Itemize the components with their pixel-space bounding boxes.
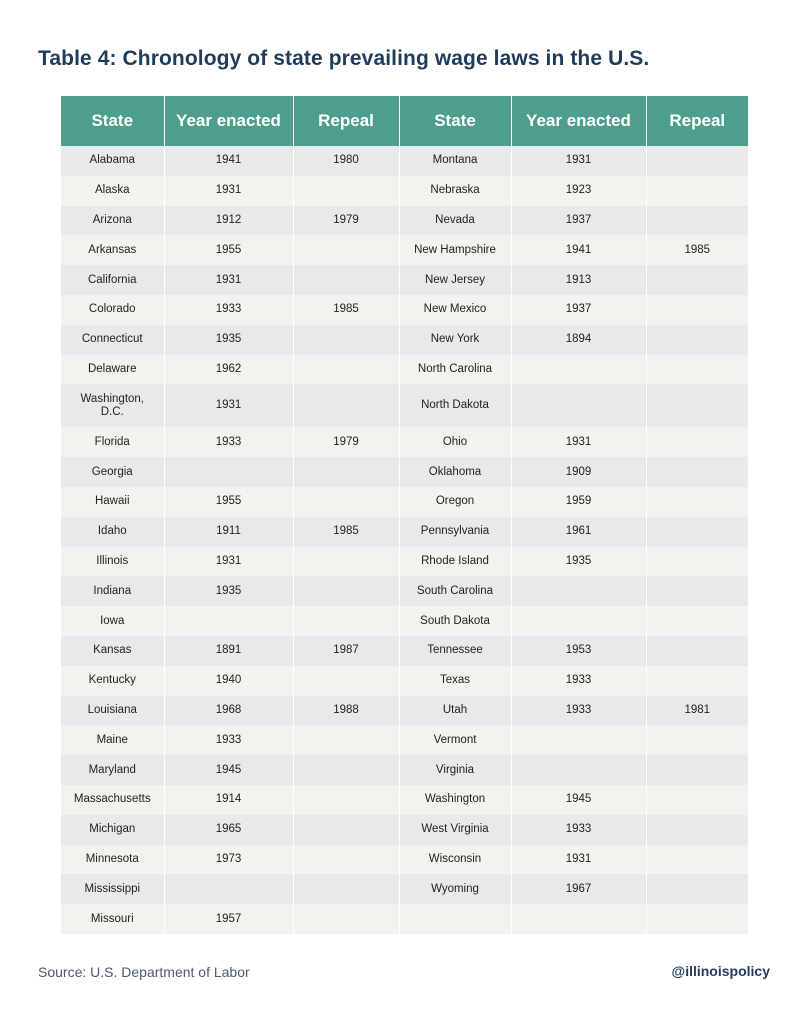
state-cell: Maryland <box>61 755 164 785</box>
state-cell: Iowa <box>61 606 164 636</box>
wage-law-table <box>61 96 748 934</box>
state-cell: Delaware <box>61 355 164 385</box>
table-row <box>61 815 748 845</box>
year-enacted-cell: 1940 <box>164 666 293 696</box>
year-enacted-cell: 1961 <box>511 517 646 547</box>
year-enacted-cell: 1955 <box>164 235 293 265</box>
year-enacted-cell: 1931 <box>164 547 293 577</box>
repeal-cell <box>646 845 748 875</box>
year-enacted-cell: 1933 <box>164 725 293 755</box>
state-cell: Alaska <box>61 176 164 206</box>
repeal-cell <box>646 547 748 577</box>
state-cell: Michigan <box>61 815 164 845</box>
year-enacted-cell <box>511 576 646 606</box>
state-cell: Missouri <box>61 904 164 934</box>
state-cell: Connecticut <box>61 325 164 355</box>
state-cell: Virginia <box>399 755 511 785</box>
table-row <box>61 355 748 385</box>
repeal-cell <box>646 517 748 547</box>
repeal-cell: 1979 <box>293 206 399 236</box>
state-cell: Texas <box>399 666 511 696</box>
repeal-cell <box>646 427 748 457</box>
year-enacted-cell: 1914 <box>164 785 293 815</box>
state-cell: New Hampshire <box>399 235 511 265</box>
year-enacted-cell: 1941 <box>511 235 646 265</box>
repeal-cell <box>293 845 399 875</box>
year-enacted-cell <box>511 355 646 385</box>
state-cell: Florida <box>61 427 164 457</box>
table-body <box>61 146 748 934</box>
table-row <box>61 845 748 875</box>
table-row <box>61 696 748 726</box>
repeal-cell <box>293 325 399 355</box>
repeal-cell <box>293 176 399 206</box>
table-row <box>61 874 748 904</box>
year-enacted-cell: 1935 <box>164 325 293 355</box>
repeal-cell <box>646 666 748 696</box>
year-enacted-cell: 1937 <box>511 295 646 325</box>
table-row <box>61 636 748 666</box>
table-row <box>61 206 748 236</box>
repeal-cell <box>293 725 399 755</box>
state-cell: Alabama <box>61 146 164 176</box>
repeal-cell <box>293 755 399 785</box>
repeal-cell <box>646 146 748 176</box>
year-enacted-cell: 1931 <box>511 845 646 875</box>
repeal-cell: 1987 <box>293 636 399 666</box>
state-cell: Arizona <box>61 206 164 236</box>
repeal-cell <box>293 265 399 295</box>
year-enacted-cell <box>164 457 293 487</box>
table-row <box>61 295 748 325</box>
repeal-cell <box>646 487 748 517</box>
year-enacted-cell: 1965 <box>164 815 293 845</box>
state-cell: Washington <box>399 785 511 815</box>
state-cell: Idaho <box>61 517 164 547</box>
state-cell: Rhode Island <box>399 547 511 577</box>
year-enacted-cell: 1933 <box>511 815 646 845</box>
table-row <box>61 904 748 934</box>
column-header-repeal: Repeal <box>293 96 399 146</box>
year-enacted-cell: 1967 <box>511 874 646 904</box>
repeal-cell <box>646 815 748 845</box>
year-enacted-cell: 1962 <box>164 355 293 385</box>
repeal-cell <box>646 325 748 355</box>
repeal-cell <box>646 725 748 755</box>
table-row <box>61 785 748 815</box>
state-cell: Wisconsin <box>399 845 511 875</box>
state-cell: Louisiana <box>61 696 164 726</box>
repeal-cell <box>646 457 748 487</box>
repeal-cell <box>646 755 748 785</box>
repeal-cell <box>293 487 399 517</box>
state-cell: Montana <box>399 146 511 176</box>
state-cell: Indiana <box>61 576 164 606</box>
state-cell: Hawaii <box>61 487 164 517</box>
state-cell: Arkansas <box>61 235 164 265</box>
repeal-cell <box>646 785 748 815</box>
repeal-cell <box>293 457 399 487</box>
state-cell: New Jersey <box>399 265 511 295</box>
year-enacted-cell: 1968 <box>164 696 293 726</box>
year-enacted-cell: 1931 <box>511 146 646 176</box>
repeal-cell: 1985 <box>646 235 748 265</box>
year-enacted-cell: 1945 <box>164 755 293 785</box>
repeal-cell <box>293 384 399 427</box>
table-header-row <box>61 96 748 146</box>
repeal-cell <box>646 384 748 427</box>
state-cell: Illinois <box>61 547 164 577</box>
table-row <box>61 176 748 206</box>
repeal-cell <box>646 636 748 666</box>
state-cell: Pennsylvania <box>399 517 511 547</box>
state-cell: West Virginia <box>399 815 511 845</box>
year-enacted-cell: 1909 <box>511 457 646 487</box>
table-row <box>61 547 748 577</box>
repeal-cell <box>293 235 399 265</box>
year-enacted-cell: 1933 <box>164 427 293 457</box>
year-enacted-cell: 1931 <box>164 384 293 427</box>
repeal-cell <box>646 295 748 325</box>
repeal-cell <box>646 606 748 636</box>
table-row <box>61 427 748 457</box>
year-enacted-cell: 1959 <box>511 487 646 517</box>
repeal-cell <box>293 666 399 696</box>
column-header-repeal: Repeal <box>646 96 748 146</box>
year-enacted-cell: 1941 <box>164 146 293 176</box>
repeal-cell <box>293 355 399 385</box>
year-enacted-cell <box>511 755 646 785</box>
repeal-cell <box>293 904 399 934</box>
table-row <box>61 457 748 487</box>
year-enacted-cell: 1933 <box>164 295 293 325</box>
table-row <box>61 576 748 606</box>
repeal-cell: 1988 <box>293 696 399 726</box>
state-cell: Oregon <box>399 487 511 517</box>
year-enacted-cell: 1931 <box>511 427 646 457</box>
state-cell: Kansas <box>61 636 164 666</box>
column-header-state: State <box>61 96 164 146</box>
repeal-cell <box>646 874 748 904</box>
state-cell: Kentucky <box>61 666 164 696</box>
year-enacted-cell <box>164 874 293 904</box>
repeal-cell <box>293 874 399 904</box>
repeal-cell: 1985 <box>293 517 399 547</box>
year-enacted-cell: 1913 <box>511 265 646 295</box>
repeal-cell: 1980 <box>293 146 399 176</box>
year-enacted-cell: 1931 <box>164 265 293 295</box>
column-header-year-enacted: Year enacted <box>511 96 646 146</box>
year-enacted-cell: 1923 <box>511 176 646 206</box>
table-row <box>61 517 748 547</box>
state-cell: New Mexico <box>399 295 511 325</box>
state-cell: Oklahoma <box>399 457 511 487</box>
state-cell: Nebraska <box>399 176 511 206</box>
year-enacted-cell <box>511 606 646 636</box>
state-cell: Maine <box>61 725 164 755</box>
state-cell: Ohio <box>399 427 511 457</box>
year-enacted-cell: 1953 <box>511 636 646 666</box>
state-cell: Nevada <box>399 206 511 236</box>
repeal-cell <box>293 815 399 845</box>
year-enacted-cell: 1945 <box>511 785 646 815</box>
year-enacted-cell <box>511 725 646 755</box>
state-cell: North Dakota <box>399 384 511 427</box>
year-enacted-cell <box>164 606 293 636</box>
year-enacted-cell <box>511 904 646 934</box>
state-cell: South Carolina <box>399 576 511 606</box>
repeal-cell <box>646 265 748 295</box>
repeal-cell: 1985 <box>293 295 399 325</box>
table-row <box>61 606 748 636</box>
repeal-cell: 1979 <box>293 427 399 457</box>
state-cell: Washington, D.C. <box>61 384 164 427</box>
year-enacted-cell: 1894 <box>511 325 646 355</box>
table-row <box>61 725 748 755</box>
state-cell: Mississippi <box>61 874 164 904</box>
year-enacted-cell: 1955 <box>164 487 293 517</box>
year-enacted-cell: 1891 <box>164 636 293 666</box>
year-enacted-cell: 1973 <box>164 845 293 875</box>
repeal-cell <box>293 785 399 815</box>
year-enacted-cell: 1937 <box>511 206 646 236</box>
year-enacted-cell <box>511 384 646 427</box>
state-cell: Tennessee <box>399 636 511 666</box>
table-row <box>61 666 748 696</box>
repeal-cell <box>646 206 748 236</box>
table-row <box>61 235 748 265</box>
year-enacted-cell: 1935 <box>164 576 293 606</box>
table-row <box>61 265 748 295</box>
year-enacted-cell: 1957 <box>164 904 293 934</box>
repeal-cell <box>646 576 748 606</box>
state-cell <box>399 904 511 934</box>
repeal-cell <box>646 355 748 385</box>
state-cell: Georgia <box>61 457 164 487</box>
year-enacted-cell: 1933 <box>511 696 646 726</box>
state-cell: Minnesota <box>61 845 164 875</box>
table-row <box>61 146 748 176</box>
state-cell: California <box>61 265 164 295</box>
page-title: Table 4: Chronology of state prevailing wage laws in the U.S. <box>38 47 650 70</box>
column-header-year-enacted: Year enacted <box>164 96 293 146</box>
repeal-cell <box>646 176 748 206</box>
state-cell: Colorado <box>61 295 164 325</box>
table-row <box>61 384 748 427</box>
state-cell: Utah <box>399 696 511 726</box>
state-cell: Vermont <box>399 725 511 755</box>
state-cell: Massachusetts <box>61 785 164 815</box>
year-enacted-cell: 1911 <box>164 517 293 547</box>
column-header-state: State <box>399 96 511 146</box>
repeal-cell <box>293 547 399 577</box>
table-row <box>61 325 748 355</box>
repeal-cell <box>293 606 399 636</box>
state-cell: Wyoming <box>399 874 511 904</box>
state-cell: South Dakota <box>399 606 511 636</box>
year-enacted-cell: 1912 <box>164 206 293 236</box>
repeal-cell <box>293 576 399 606</box>
year-enacted-cell: 1931 <box>164 176 293 206</box>
year-enacted-cell: 1935 <box>511 547 646 577</box>
state-cell: New York <box>399 325 511 355</box>
table-row <box>61 487 748 517</box>
table-row <box>61 755 748 785</box>
repeal-cell: 1981 <box>646 696 748 726</box>
repeal-cell <box>646 904 748 934</box>
state-cell: North Carolina <box>399 355 511 385</box>
source-note: Source: U.S. Department of Labor <box>38 964 250 980</box>
year-enacted-cell: 1933 <box>511 666 646 696</box>
social-handle: @illinoispolicy <box>671 963 770 979</box>
